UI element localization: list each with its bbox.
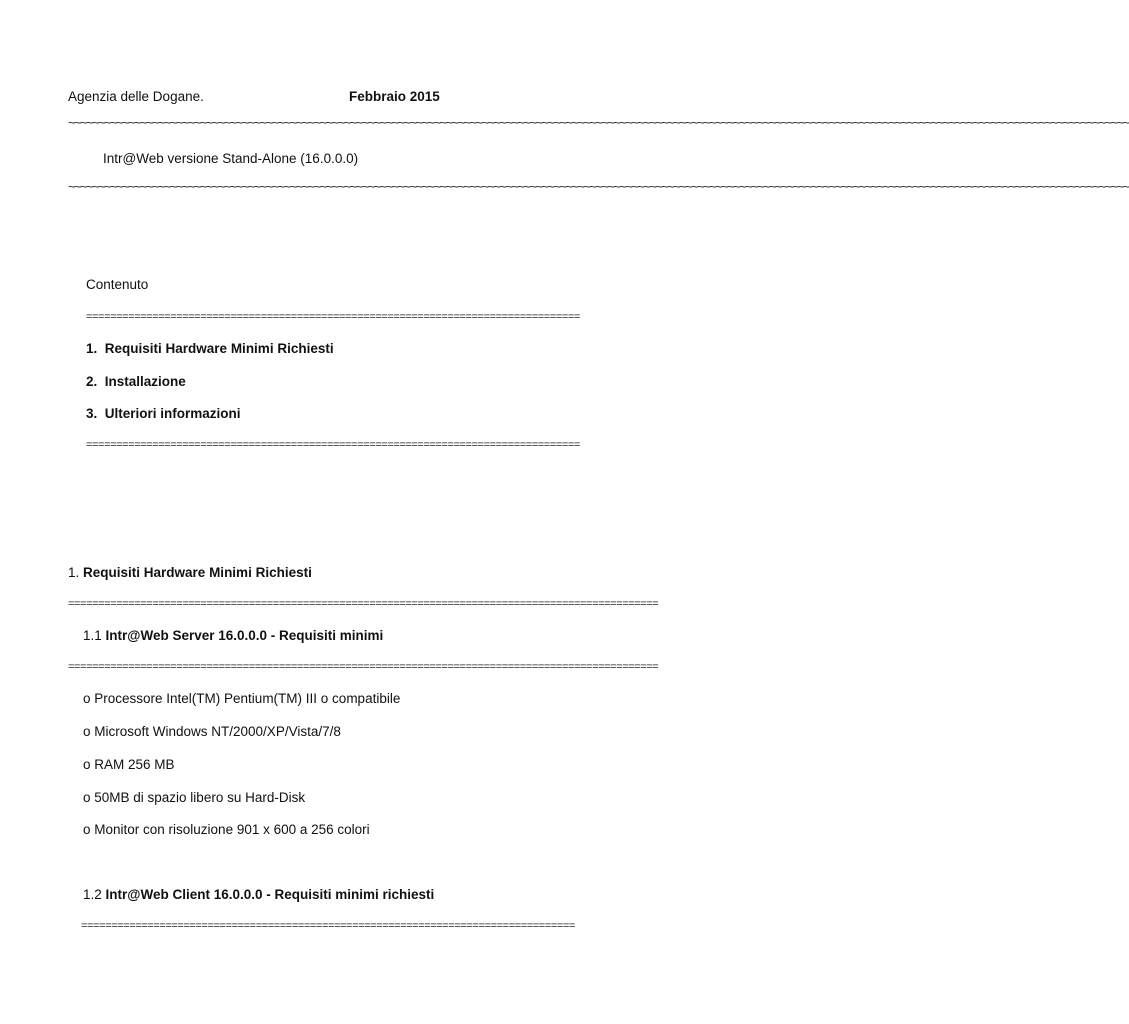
requirement-item: o RAM 256 MB	[83, 757, 175, 772]
subsection-title: Intr@Web Client 16.0.0.0 - Requisiti minimi richiesti	[105, 887, 435, 902]
toc-item	[86, 341, 334, 357]
tilde-divider: ~~~~~~~~~~~~~~~~~~~~~~~~~~~~~~~~~~~~~~~~~~~~~~~~~~~~~~~~~~~~~~~~~~~~~~~~~~~~~~~~~~~~~~~~~~~~~~~~~~~~~~~~~~~~~~~~~~~~~~~~~~~~~~~~~~~~~~~~~~~~~~~~~~~~~~~~~~~~~~~~~~~~~~~~~~~~~~~~~	[68, 115, 1129, 130]
toc-item	[86, 374, 186, 390]
section-number: 1.	[68, 565, 80, 580]
equals-divider: ==================================================================================	[81, 920, 575, 932]
toc-item	[86, 406, 241, 422]
requirement-item: o Microsoft Windows NT/2000/XP/Vista/7/8	[83, 724, 341, 739]
subsection-heading	[83, 628, 383, 644]
equals-divider: ==================================================================================================	[68, 598, 659, 610]
equals-divider: ==================================================================================	[86, 439, 580, 451]
tilde-divider: ~~~~~~~~~~~~~~~~~~~~~~~~~~~~~~~~~~~~~~~~~~~~~~~~~~~~~~~~~~~~~~~~~~~~~~~~~~~~~~~~~~~~~~~~~~~~~~~~~~~~~~~~~~~~~~~~~~~~~~~~~~~~~~~~~~~~~~~~~~~~~~~~~~~~~~~~~~~~~~~~~~~~~~~~~~~~~~~~~	[68, 179, 1129, 194]
toc-title: Contenuto	[86, 277, 149, 292]
product-title: Intr@Web versione Stand-Alone (16.0.0.0)	[103, 151, 359, 166]
toc-item-label: Installazione	[104, 374, 186, 389]
requirement-item: o Monitor con risoluzione 901 x 600 a 256 colori	[83, 822, 370, 837]
document-date: Febbraio 2015	[349, 89, 440, 104]
toc-item-label: Requisiti Hardware Minimi Richiesti	[104, 341, 334, 356]
requirement-item: o Processore Intel(TM) Pentium(TM) III o compatibile	[83, 691, 401, 706]
section-title: Requisiti Hardware Minimi Richiesti	[83, 565, 312, 580]
subsection-heading	[83, 887, 434, 903]
org-name: Agenzia delle Dogane.	[68, 89, 204, 104]
requirement-item: o 50MB di spazio libero su Hard-Disk	[83, 790, 306, 805]
toc-item-number: 2.	[86, 374, 98, 389]
subsection-title: Intr@Web Server 16.0.0.0 - Requisiti minimi	[105, 628, 384, 643]
toc-item-number: 1.	[86, 341, 98, 356]
section-heading	[68, 565, 312, 581]
equals-divider: ==================================================================================	[86, 311, 580, 323]
subsection-number: 1.1	[83, 628, 102, 643]
toc-item-label: Ulteriori informazioni	[104, 406, 241, 421]
equals-divider: ==================================================================================================	[68, 661, 659, 673]
toc-item-number: 3.	[86, 406, 98, 421]
subsection-number: 1.2	[83, 887, 102, 902]
